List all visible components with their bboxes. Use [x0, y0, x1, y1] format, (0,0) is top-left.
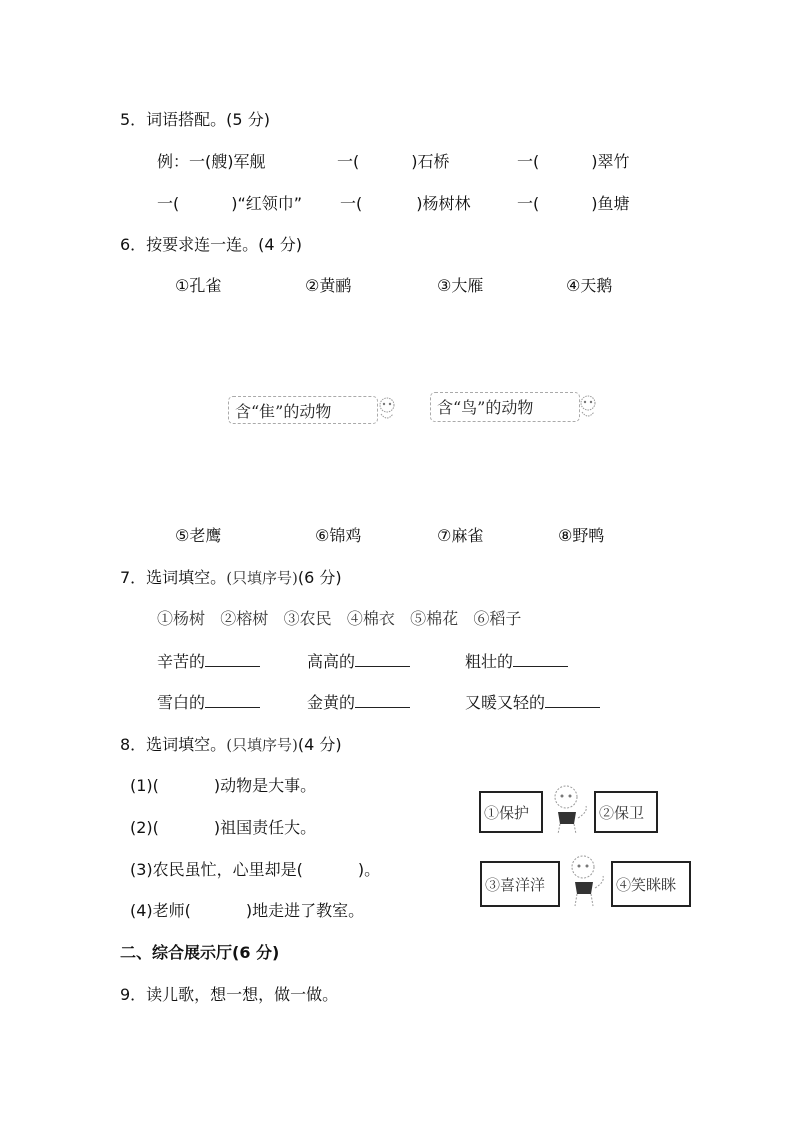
- q7-note: (只填序号): [226, 569, 298, 587]
- q7-title: 7．选词填空。(只填序号)(6 分): [120, 568, 342, 587]
- q6-bottom-item-5[interactable]: ⑤老鹰: [175, 526, 222, 545]
- monkey-icon: [576, 394, 600, 422]
- monkey-icon: [563, 852, 609, 910]
- q8-item-4[interactable]: (4)老师( )地走进了教室。: [130, 901, 365, 920]
- q6-top-item-2[interactable]: ②黄鹂: [305, 276, 352, 295]
- answer-line[interactable]: [205, 652, 260, 667]
- q7-blank-6[interactable]: 又暖又轻的: [465, 690, 600, 713]
- section-2-title: 二、综合展示厅(6 分): [120, 943, 280, 962]
- q5-blank-stone-bridge[interactable]: 一( )石桥: [337, 152, 450, 171]
- q8-option-2: ②保卫: [594, 791, 658, 833]
- q7-blank-3[interactable]: 粗壮的: [465, 649, 568, 672]
- q6-bottom-item-8[interactable]: ⑧野鸭: [558, 526, 605, 545]
- q7-blank-1[interactable]: 辛苦的: [157, 649, 260, 672]
- answer-line[interactable]: [355, 652, 410, 667]
- q5-blank-fish-pond[interactable]: 一( )鱼塘: [517, 194, 630, 213]
- q5-blank-poplar-forest[interactable]: 一( )杨树林: [340, 194, 471, 213]
- q8-item-1[interactable]: (1)( )动物是大事。: [130, 776, 317, 795]
- q7-blank-5[interactable]: 金黄的: [307, 690, 410, 713]
- answer-line[interactable]: [545, 693, 600, 708]
- q5-blank-red-scarf[interactable]: 一( )“红领巾”: [157, 194, 303, 213]
- q5-title: 5．词语搭配。(5 分): [120, 110, 270, 129]
- q7-blank-4[interactable]: 雪白的: [157, 690, 260, 713]
- q8-option-3: ③喜洋洋: [480, 861, 560, 907]
- q6-top-item-3[interactable]: ③大雁: [437, 276, 484, 295]
- q8-item-2[interactable]: (2)( )祖国责任大。: [130, 818, 317, 837]
- category-box-zhui[interactable]: 含“隹”的动物: [228, 396, 378, 424]
- q5-example-answer: 艘: [211, 152, 228, 171]
- q6-title: 6．按要求连一连。(4 分): [120, 235, 302, 254]
- q8-option-1: ①保护: [479, 791, 543, 833]
- q9-title: 9．读儿歌，想一想，做一做。: [120, 985, 339, 1004]
- q6-bottom-item-7[interactable]: ⑦麻雀: [437, 526, 484, 545]
- answer-line[interactable]: [205, 693, 260, 708]
- q8-item-3[interactable]: (3)农民虽忙，心里却是( )。: [130, 860, 381, 879]
- monkey-icon: [375, 396, 399, 424]
- q8-title: 8．选词填空。(只填序号)(4 分): [120, 735, 342, 754]
- q5-example: 例：一(艘)军舰: [157, 152, 266, 171]
- q6-top-item-1[interactable]: ①孔雀: [175, 276, 222, 295]
- q6-bottom-item-6[interactable]: ⑥锦鸡: [315, 526, 362, 545]
- category-box-niao[interactable]: 含“鸟”的动物: [430, 392, 580, 422]
- q8-option-4: ④笑眯眯: [611, 861, 691, 907]
- answer-line[interactable]: [513, 652, 568, 667]
- q7-blank-2[interactable]: 高高的: [307, 649, 410, 672]
- monkey-icon: [546, 782, 592, 838]
- q7-options: ①杨树 ②榕树 ③农民 ④棉衣 ⑤棉花 ⑥稻子: [157, 609, 522, 628]
- q6-top-item-4[interactable]: ④天鹅: [566, 276, 613, 295]
- answer-line[interactable]: [355, 693, 410, 708]
- q8-note: (只填序号): [226, 736, 298, 754]
- q5-blank-bamboo[interactable]: 一( )翠竹: [517, 152, 630, 171]
